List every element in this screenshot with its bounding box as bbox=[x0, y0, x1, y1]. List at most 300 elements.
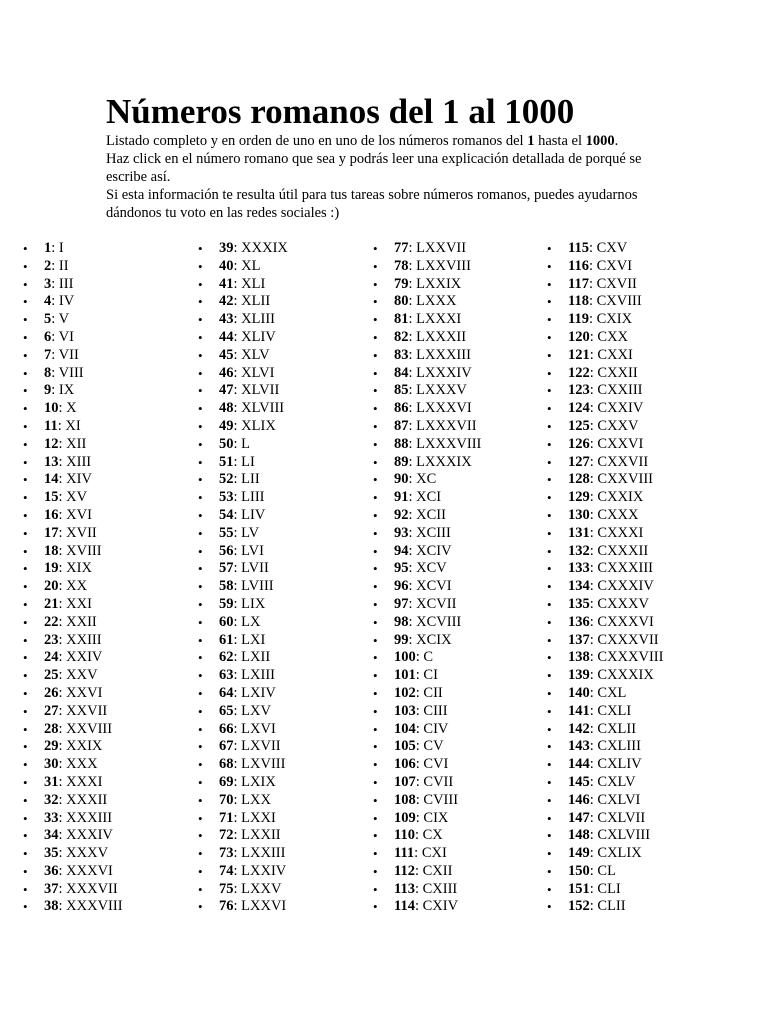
numeral-item[interactable]: • 112: CXII bbox=[394, 863, 481, 881]
numeral-item[interactable]: • 32: XXXII bbox=[44, 792, 123, 810]
roman-numeral-link[interactable]: CXXXII bbox=[597, 542, 649, 559]
roman-numeral-link[interactable]: LXXXIII bbox=[416, 346, 471, 363]
roman-numeral-link[interactable]: LXXXIV bbox=[416, 364, 472, 381]
roman-numeral-link[interactable]: XCI bbox=[416, 489, 442, 506]
numeral-item[interactable]: • 74: LXXIV bbox=[219, 863, 288, 881]
numeral-item[interactable]: • 82: LXXXII bbox=[394, 329, 481, 347]
roman-numeral-link[interactable]: VII bbox=[58, 346, 79, 363]
roman-numeral-link[interactable]: VIII bbox=[58, 364, 84, 381]
roman-numeral-link[interactable]: XX bbox=[66, 578, 88, 595]
roman-numeral-link[interactable]: CXXVIII bbox=[597, 471, 653, 488]
numeral-item[interactable]: • 134: CXXXIV bbox=[568, 578, 663, 596]
numeral-item[interactable]: • 49: XLIX bbox=[219, 418, 288, 436]
roman-numeral-link[interactable]: LXXII bbox=[241, 827, 281, 844]
roman-numeral-link[interactable]: XCV bbox=[416, 560, 447, 577]
numeral-item[interactable]: • 31: XXXI bbox=[44, 774, 123, 792]
roman-numeral-link[interactable]: CXXXIV bbox=[597, 578, 654, 595]
roman-numeral-link[interactable]: XI bbox=[65, 417, 81, 434]
numeral-item[interactable]: • 11: XI bbox=[44, 418, 123, 436]
numeral-item[interactable]: • 43: XLIII bbox=[219, 311, 288, 329]
numeral-item[interactable]: • 45: XLV bbox=[219, 347, 288, 365]
numeral-item[interactable]: • 113: CXIII bbox=[394, 881, 481, 899]
roman-numeral-link[interactable]: CVII bbox=[423, 773, 454, 790]
numeral-item[interactable]: • 97: XCVII bbox=[394, 596, 481, 614]
roman-numeral-link[interactable]: CII bbox=[423, 684, 443, 701]
numeral-item[interactable]: • 57: LVII bbox=[219, 560, 288, 578]
roman-numeral-link[interactable]: LXV bbox=[241, 702, 271, 719]
numeral-item[interactable]: • 91: XCI bbox=[394, 489, 481, 507]
numeral-item[interactable]: • 88: LXXXVIII bbox=[394, 436, 481, 454]
roman-numeral-link[interactable]: C bbox=[423, 649, 434, 666]
roman-numeral-link[interactable]: LVI bbox=[241, 542, 264, 559]
numeral-item[interactable]: • 93: XCIII bbox=[394, 525, 481, 543]
roman-numeral-link[interactable]: LI bbox=[241, 453, 255, 470]
numeral-item[interactable]: • 105: CV bbox=[394, 738, 481, 756]
roman-numeral-link[interactable]: CXXXIX bbox=[597, 667, 654, 684]
numeral-item[interactable]: • 109: CIX bbox=[394, 810, 481, 828]
numeral-item[interactable]: • 13: XIII bbox=[44, 454, 123, 472]
roman-numeral-link[interactable]: CXLI bbox=[597, 702, 632, 719]
roman-numeral-link[interactable]: XXXIII bbox=[66, 809, 113, 826]
numeral-item[interactable]: • 78: LXXVIII bbox=[394, 258, 481, 276]
numeral-item[interactable]: • 54: LIV bbox=[219, 507, 288, 525]
roman-numeral-link[interactable]: XXXVI bbox=[66, 862, 113, 879]
numeral-item[interactable]: • 75: LXXV bbox=[219, 881, 288, 899]
roman-numeral-link[interactable]: XXXI bbox=[66, 773, 103, 790]
numeral-item[interactable]: • 3: III bbox=[44, 276, 123, 294]
numeral-item[interactable]: • 149: CXLIX bbox=[568, 845, 663, 863]
roman-numeral-link[interactable]: LXXX bbox=[416, 293, 457, 310]
numeral-item[interactable]: • 110: CX bbox=[394, 827, 481, 845]
roman-numeral-link[interactable]: XCIV bbox=[416, 542, 452, 559]
numeral-item[interactable]: • 108: CVIII bbox=[394, 792, 481, 810]
roman-numeral-link[interactable]: X bbox=[66, 400, 77, 417]
numeral-item[interactable]: • 26: XXVI bbox=[44, 685, 123, 703]
numeral-item[interactable]: • 39: XXXIX bbox=[219, 240, 288, 258]
numeral-item[interactable]: • 94: XCIV bbox=[394, 543, 481, 561]
roman-numeral-link[interactable]: CXVII bbox=[596, 275, 637, 292]
roman-numeral-link[interactable]: LXXVII bbox=[416, 240, 467, 256]
numeral-item[interactable]: • 150: CL bbox=[568, 863, 663, 881]
roman-numeral-link[interactable]: XLV bbox=[241, 346, 270, 363]
numeral-item[interactable]: • 36: XXXVI bbox=[44, 863, 123, 881]
roman-numeral-link[interactable]: CXXVI bbox=[597, 435, 644, 452]
numeral-item[interactable]: • 76: LXXVI bbox=[219, 898, 288, 916]
roman-numeral-link[interactable]: LX bbox=[241, 613, 261, 630]
roman-numeral-link[interactable]: XIV bbox=[66, 471, 92, 488]
numeral-item[interactable]: • 60: LX bbox=[219, 614, 288, 632]
numeral-item[interactable]: • 35: XXXV bbox=[44, 845, 123, 863]
roman-numeral-link[interactable]: XLIX bbox=[241, 417, 276, 434]
roman-numeral-link[interactable]: XC bbox=[416, 471, 437, 488]
roman-numeral-link[interactable]: CXXX bbox=[597, 506, 639, 523]
roman-numeral-link[interactable]: XIII bbox=[66, 453, 92, 470]
roman-numeral-link[interactable]: LXVI bbox=[241, 720, 276, 737]
numeral-item[interactable]: • 104: CIV bbox=[394, 721, 481, 739]
roman-numeral-link[interactable]: XLII bbox=[241, 293, 271, 310]
numeral-item[interactable]: • 46: XLVI bbox=[219, 365, 288, 383]
numeral-item[interactable]: • 142: CXLII bbox=[568, 721, 663, 739]
numeral-item[interactable]: • 25: XXV bbox=[44, 667, 123, 685]
roman-numeral-link[interactable]: CXII bbox=[422, 862, 453, 879]
roman-numeral-link[interactable]: LIV bbox=[241, 506, 266, 523]
numeral-item[interactable]: • 136: CXXXVI bbox=[568, 614, 663, 632]
numeral-item[interactable]: • 58: LVIII bbox=[219, 578, 288, 596]
numeral-item[interactable]: • 123: CXXIII bbox=[568, 382, 663, 400]
numeral-item[interactable]: • 68: LXVIII bbox=[219, 756, 288, 774]
numeral-item[interactable]: • 85: LXXXV bbox=[394, 382, 481, 400]
numeral-item[interactable]: • 103: CIII bbox=[394, 703, 481, 721]
roman-numeral-link[interactable]: LXX bbox=[241, 791, 271, 808]
roman-numeral-link[interactable]: CVI bbox=[423, 756, 449, 773]
numeral-item[interactable]: • 48: XLVIII bbox=[219, 400, 288, 418]
numeral-item[interactable]: • 115: CXV bbox=[568, 240, 663, 258]
roman-numeral-link[interactable]: CXLVI bbox=[597, 791, 641, 808]
roman-numeral-link[interactable]: LXXXVI bbox=[416, 400, 472, 417]
roman-numeral-link[interactable]: CXXIX bbox=[597, 489, 644, 506]
roman-numeral-link[interactable]: LVII bbox=[241, 560, 269, 577]
roman-numeral-link[interactable]: I bbox=[58, 240, 64, 256]
numeral-item[interactable]: • 120: CXX bbox=[568, 329, 663, 347]
roman-numeral-link[interactable]: CX bbox=[422, 827, 443, 844]
numeral-item[interactable]: • 17: XVII bbox=[44, 525, 123, 543]
numeral-item[interactable]: • 2: II bbox=[44, 258, 123, 276]
numeral-item[interactable]: • 83: LXXXIII bbox=[394, 347, 481, 365]
numeral-item[interactable]: • 127: CXXVII bbox=[568, 454, 663, 472]
numeral-item[interactable]: • 72: LXXII bbox=[219, 827, 288, 845]
roman-numeral-link[interactable]: CL bbox=[597, 862, 616, 879]
roman-numeral-link[interactable]: CXXXVIII bbox=[597, 649, 664, 666]
numeral-item[interactable]: • 21: XXI bbox=[44, 596, 123, 614]
numeral-item[interactable]: • 22: XXII bbox=[44, 614, 123, 632]
roman-numeral-link[interactable]: LIX bbox=[241, 595, 266, 612]
numeral-item[interactable]: • 143: CXLIII bbox=[568, 738, 663, 756]
roman-numeral-link[interactable]: III bbox=[58, 275, 74, 292]
roman-numeral-link[interactable]: XVII bbox=[66, 524, 97, 541]
numeral-item[interactable]: • 151: CLI bbox=[568, 881, 663, 899]
numeral-item[interactable]: • 117: CXVII bbox=[568, 276, 663, 294]
numeral-item[interactable]: • 59: LIX bbox=[219, 596, 288, 614]
numeral-item[interactable]: • 62: LXII bbox=[219, 649, 288, 667]
roman-numeral-link[interactable]: XIX bbox=[66, 560, 92, 577]
roman-numeral-link[interactable]: XLI bbox=[241, 275, 266, 292]
roman-numeral-link[interactable]: LXXXVII bbox=[416, 417, 477, 434]
numeral-item[interactable]: • 28: XXVIII bbox=[44, 721, 123, 739]
numeral-item[interactable]: • 10: X bbox=[44, 400, 123, 418]
roman-numeral-link[interactable]: XCIII bbox=[416, 524, 451, 541]
numeral-item[interactable]: • 148: CXLVIII bbox=[568, 827, 663, 845]
numeral-item[interactable]: • 14: XIV bbox=[44, 471, 123, 489]
roman-numeral-link[interactable]: XCVIII bbox=[416, 613, 462, 630]
roman-numeral-link[interactable]: LVIII bbox=[241, 578, 274, 595]
numeral-item[interactable]: • 42: XLII bbox=[219, 293, 288, 311]
roman-numeral-link[interactable]: LXII bbox=[241, 649, 271, 666]
roman-numeral-link[interactable]: CXI bbox=[421, 845, 447, 862]
roman-numeral-link[interactable]: XXIII bbox=[66, 631, 102, 648]
roman-numeral-link[interactable]: XLVI bbox=[241, 364, 275, 381]
numeral-item[interactable]: • 135: CXXXV bbox=[568, 596, 663, 614]
roman-numeral-link[interactable]: V bbox=[58, 311, 70, 328]
roman-numeral-link[interactable]: CXLV bbox=[597, 773, 636, 790]
numeral-item[interactable]: • 130: CXXX bbox=[568, 507, 663, 525]
roman-numeral-link[interactable]: LXIV bbox=[241, 684, 276, 701]
numeral-item[interactable]: • 38: XXXVIII bbox=[44, 898, 123, 916]
roman-numeral-link[interactable]: LIII bbox=[241, 489, 265, 506]
numeral-item[interactable]: • 80: LXXX bbox=[394, 293, 481, 311]
roman-numeral-link[interactable]: CVIII bbox=[423, 791, 459, 808]
roman-numeral-link[interactable]: II bbox=[58, 257, 69, 274]
numeral-item[interactable]: • 141: CXLI bbox=[568, 703, 663, 721]
numeral-item[interactable]: • 34: XXXIV bbox=[44, 827, 123, 845]
roman-numeral-link[interactable]: CXXXVI bbox=[597, 613, 654, 630]
roman-numeral-link[interactable]: CIX bbox=[423, 809, 449, 826]
roman-numeral-link[interactable]: CIV bbox=[423, 720, 449, 737]
roman-numeral-link[interactable]: CXLIX bbox=[597, 845, 642, 862]
numeral-item[interactable]: • 19: XIX bbox=[44, 560, 123, 578]
numeral-item[interactable]: • 86: LXXXVI bbox=[394, 400, 481, 418]
numeral-item[interactable]: • 116: CXVI bbox=[568, 258, 663, 276]
numeral-item[interactable]: • 61: LXI bbox=[219, 632, 288, 650]
numeral-item[interactable]: • 63: LXIII bbox=[219, 667, 288, 685]
numeral-item[interactable]: • 16: XVI bbox=[44, 507, 123, 525]
numeral-item[interactable]: • 64: LXIV bbox=[219, 685, 288, 703]
numeral-item[interactable]: • 99: XCIX bbox=[394, 632, 481, 650]
roman-numeral-link[interactable]: CXLII bbox=[597, 720, 637, 737]
roman-numeral-link[interactable]: L bbox=[241, 435, 251, 452]
numeral-item[interactable]: • 98: XCVIII bbox=[394, 614, 481, 632]
numeral-item[interactable]: • 30: XXX bbox=[44, 756, 123, 774]
roman-numeral-link[interactable]: LV bbox=[241, 524, 260, 541]
roman-numeral-link[interactable]: XL bbox=[241, 257, 261, 274]
roman-numeral-link[interactable]: CIII bbox=[423, 702, 448, 719]
roman-numeral-link[interactable]: CXXIII bbox=[597, 382, 643, 399]
roman-numeral-link[interactable]: XXII bbox=[66, 613, 97, 630]
roman-numeral-link[interactable]: XXX bbox=[66, 756, 98, 773]
numeral-item[interactable]: • 132: CXXXII bbox=[568, 543, 663, 561]
numeral-item[interactable]: • 126: CXXVI bbox=[568, 436, 663, 454]
roman-numeral-link[interactable]: XXXIX bbox=[241, 240, 288, 256]
numeral-item[interactable]: • 1: I bbox=[44, 240, 123, 258]
numeral-item[interactable]: • 79: LXXIX bbox=[394, 276, 481, 294]
roman-numeral-link[interactable]: XLIV bbox=[241, 328, 276, 345]
numeral-item[interactable]: • 50: L bbox=[219, 436, 288, 454]
numeral-item[interactable]: • 89: LXXXIX bbox=[394, 454, 481, 472]
roman-numeral-link[interactable]: XXXIV bbox=[66, 827, 113, 844]
roman-numeral-link[interactable]: LXXVIII bbox=[416, 257, 471, 274]
numeral-item[interactable]: • 33: XXXIII bbox=[44, 810, 123, 828]
roman-numeral-link[interactable]: LXXIX bbox=[416, 275, 462, 292]
roman-numeral-link[interactable]: CXXXVII bbox=[597, 631, 659, 648]
roman-numeral-link[interactable]: CXVI bbox=[596, 257, 633, 274]
numeral-item[interactable]: • 100: C bbox=[394, 649, 481, 667]
numeral-item[interactable]: • 53: LIII bbox=[219, 489, 288, 507]
numeral-item[interactable]: • 52: LII bbox=[219, 471, 288, 489]
numeral-item[interactable]: • 51: LI bbox=[219, 454, 288, 472]
numeral-item[interactable]: • 55: LV bbox=[219, 525, 288, 543]
numeral-item[interactable]: • 96: XCVI bbox=[394, 578, 481, 596]
numeral-item[interactable]: • 137: CXXXVII bbox=[568, 632, 663, 650]
numeral-item[interactable]: • 121: CXXI bbox=[568, 347, 663, 365]
roman-numeral-link[interactable]: XXVI bbox=[66, 684, 103, 701]
roman-numeral-link[interactable]: XXXVIII bbox=[66, 898, 123, 915]
numeral-item[interactable]: • 101: CI bbox=[394, 667, 481, 685]
roman-numeral-link[interactable]: CXXV bbox=[597, 417, 639, 434]
numeral-item[interactable]: • 138: CXXXVIII bbox=[568, 649, 663, 667]
roman-numeral-link[interactable]: CXLVII bbox=[597, 809, 646, 826]
roman-numeral-link[interactable]: XXIV bbox=[66, 649, 103, 666]
roman-numeral-link[interactable]: CXXXI bbox=[597, 524, 644, 541]
roman-numeral-link[interactable]: CXXI bbox=[597, 346, 633, 363]
numeral-item[interactable]: • 146: CXLVI bbox=[568, 792, 663, 810]
roman-numeral-link[interactable]: CV bbox=[423, 738, 444, 755]
numeral-item[interactable]: • 77: LXXVII bbox=[394, 240, 481, 258]
roman-numeral-link[interactable]: XVI bbox=[66, 506, 92, 523]
numeral-item[interactable]: • 15: XV bbox=[44, 489, 123, 507]
numeral-item[interactable]: • 107: CVII bbox=[394, 774, 481, 792]
numeral-item[interactable]: • 27: XXVII bbox=[44, 703, 123, 721]
numeral-item[interactable]: • 81: LXXXI bbox=[394, 311, 481, 329]
roman-numeral-link[interactable]: CXLVIII bbox=[597, 827, 651, 844]
roman-numeral-link[interactable]: LXXXII bbox=[416, 328, 467, 345]
numeral-item[interactable]: • 47: XLVII bbox=[219, 382, 288, 400]
numeral-item[interactable]: • 122: CXXII bbox=[568, 365, 663, 383]
roman-numeral-link[interactable]: XXV bbox=[66, 667, 98, 684]
numeral-item[interactable]: • 139: CXXXIX bbox=[568, 667, 663, 685]
roman-numeral-link[interactable]: CXXIV bbox=[597, 400, 644, 417]
numeral-item[interactable]: • 118: CXVIII bbox=[568, 293, 663, 311]
numeral-item[interactable]: • 71: LXXI bbox=[219, 810, 288, 828]
roman-numeral-link[interactable]: LXXXIX bbox=[416, 453, 472, 470]
roman-numeral-link[interactable]: LXIX bbox=[241, 773, 276, 790]
roman-numeral-link[interactable]: XCII bbox=[416, 506, 446, 523]
roman-numeral-link[interactable]: XLIII bbox=[241, 311, 275, 328]
numeral-item[interactable]: • 124: CXXIV bbox=[568, 400, 663, 418]
numeral-item[interactable]: • 8: VIII bbox=[44, 365, 123, 383]
numeral-item[interactable]: • 69: LXIX bbox=[219, 774, 288, 792]
numeral-item[interactable]: • 133: CXXXIII bbox=[568, 560, 663, 578]
roman-numeral-link[interactable]: XXXV bbox=[66, 845, 109, 862]
roman-numeral-link[interactable]: LXXIV bbox=[241, 862, 287, 879]
roman-numeral-link[interactable]: LII bbox=[241, 471, 260, 488]
roman-numeral-link[interactable]: LXXXV bbox=[416, 382, 467, 399]
numeral-item[interactable]: • 65: LXV bbox=[219, 703, 288, 721]
roman-numeral-link[interactable]: XCIX bbox=[416, 631, 452, 648]
numeral-item[interactable]: • 6: VI bbox=[44, 329, 123, 347]
roman-numeral-link[interactable]: CXLIII bbox=[597, 738, 641, 755]
numeral-item[interactable]: • 84: LXXXIV bbox=[394, 365, 481, 383]
roman-numeral-link[interactable]: CXX bbox=[597, 328, 629, 345]
roman-numeral-link[interactable]: LXXV bbox=[241, 880, 282, 897]
numeral-item[interactable]: • 140: CXL bbox=[568, 685, 663, 703]
roman-numeral-link[interactable]: LXXXI bbox=[416, 311, 462, 328]
numeral-item[interactable]: • 73: LXXIII bbox=[219, 845, 288, 863]
numeral-item[interactable]: • 152: CLII bbox=[568, 898, 663, 916]
numeral-item[interactable]: • 5: V bbox=[44, 311, 123, 329]
numeral-item[interactable]: • 37: XXXVII bbox=[44, 881, 123, 899]
roman-numeral-link[interactable]: CLI bbox=[597, 880, 621, 897]
numeral-item[interactable]: • 119: CXIX bbox=[568, 311, 663, 329]
roman-numeral-link[interactable]: CXLIV bbox=[597, 756, 642, 773]
numeral-item[interactable]: • 92: XCII bbox=[394, 507, 481, 525]
roman-numeral-link[interactable]: LXXIII bbox=[241, 845, 286, 862]
roman-numeral-link[interactable]: LXVII bbox=[241, 738, 281, 755]
numeral-item[interactable]: • 24: XXIV bbox=[44, 649, 123, 667]
numeral-item[interactable]: • 40: XL bbox=[219, 258, 288, 276]
roman-numeral-link[interactable]: XLVII bbox=[241, 382, 280, 399]
roman-numeral-link[interactable]: XVIII bbox=[66, 542, 102, 559]
numeral-item[interactable]: • 7: VII bbox=[44, 347, 123, 365]
numeral-item[interactable]: • 90: XC bbox=[394, 471, 481, 489]
roman-numeral-link[interactable]: CXV bbox=[596, 240, 628, 256]
numeral-item[interactable]: • 111: CXI bbox=[394, 845, 481, 863]
roman-numeral-link[interactable]: XXVIII bbox=[66, 720, 113, 737]
roman-numeral-link[interactable]: CLII bbox=[597, 898, 626, 915]
numeral-item[interactable]: • 70: LXX bbox=[219, 792, 288, 810]
numeral-item[interactable]: • 145: CXLV bbox=[568, 774, 663, 792]
numeral-item[interactable]: • 56: LVI bbox=[219, 543, 288, 561]
numeral-item[interactable]: • 128: CXXVIII bbox=[568, 471, 663, 489]
numeral-item[interactable]: • 67: LXVII bbox=[219, 738, 288, 756]
roman-numeral-link[interactable]: XLVIII bbox=[241, 400, 285, 417]
roman-numeral-link[interactable]: XXXVII bbox=[66, 880, 118, 897]
numeral-item[interactable]: • 66: LXVI bbox=[219, 721, 288, 739]
roman-numeral-link[interactable]: LXI bbox=[241, 631, 266, 648]
roman-numeral-link[interactable]: XXVII bbox=[66, 702, 108, 719]
numeral-item[interactable]: • 41: XLI bbox=[219, 276, 288, 294]
roman-numeral-link[interactable]: CXXVII bbox=[597, 453, 649, 470]
numeral-item[interactable]: • 95: XCV bbox=[394, 560, 481, 578]
numeral-item[interactable]: • 125: CXXV bbox=[568, 418, 663, 436]
roman-numeral-link[interactable]: LXVIII bbox=[241, 756, 286, 773]
roman-numeral-link[interactable]: XII bbox=[66, 435, 87, 452]
numeral-item[interactable]: • 4: IV bbox=[44, 293, 123, 311]
roman-numeral-link[interactable]: CXIV bbox=[422, 898, 459, 915]
roman-numeral-link[interactable]: XXXII bbox=[66, 791, 108, 808]
numeral-item[interactable]: • 106: CVI bbox=[394, 756, 481, 774]
numeral-item[interactable]: • 9: IX bbox=[44, 382, 123, 400]
roman-numeral-link[interactable]: CXXII bbox=[597, 364, 638, 381]
numeral-item[interactable]: • 29: XXIX bbox=[44, 738, 123, 756]
numeral-item[interactable]: • 147: CXLVII bbox=[568, 810, 663, 828]
numeral-item[interactable]: • 114: CXIV bbox=[394, 898, 481, 916]
roman-numeral-link[interactable]: CXL bbox=[597, 684, 627, 701]
roman-numeral-link[interactable]: LXXI bbox=[241, 809, 276, 826]
roman-numeral-link[interactable]: XV bbox=[66, 489, 88, 506]
roman-numeral-link[interactable]: CXXXV bbox=[597, 595, 649, 612]
roman-numeral-link[interactable]: CXIX bbox=[596, 311, 633, 328]
roman-numeral-link[interactable]: XCVII bbox=[416, 595, 457, 612]
roman-numeral-link[interactable]: XXIX bbox=[66, 738, 103, 755]
numeral-item[interactable]: • 129: CXXIX bbox=[568, 489, 663, 507]
roman-numeral-link[interactable]: XCVI bbox=[416, 578, 452, 595]
roman-numeral-link[interactable]: IV bbox=[58, 293, 75, 310]
numeral-item[interactable]: • 87: LXXXVII bbox=[394, 418, 481, 436]
roman-numeral-link[interactable]: XXI bbox=[66, 595, 92, 612]
roman-numeral-link[interactable]: IX bbox=[58, 382, 75, 399]
roman-numeral-link[interactable]: LXXVI bbox=[241, 898, 287, 915]
numeral-item[interactable]: • 44: XLIV bbox=[219, 329, 288, 347]
roman-numeral-link[interactable]: CI bbox=[423, 667, 438, 684]
roman-numeral-link[interactable]: CXXXIII bbox=[597, 560, 653, 577]
roman-numeral-link[interactable]: CXVIII bbox=[596, 293, 642, 310]
numeral-item[interactable]: • 18: XVIII bbox=[44, 543, 123, 561]
numeral-item[interactable]: • 20: XX bbox=[44, 578, 123, 596]
roman-numeral-link[interactable]: LXIII bbox=[241, 667, 275, 684]
roman-numeral-link[interactable]: VI bbox=[58, 328, 74, 345]
numeral-item[interactable]: • 131: CXXXI bbox=[568, 525, 663, 543]
numeral-item[interactable]: • 12: XII bbox=[44, 436, 123, 454]
numeral-item[interactable]: • 102: CII bbox=[394, 685, 481, 703]
